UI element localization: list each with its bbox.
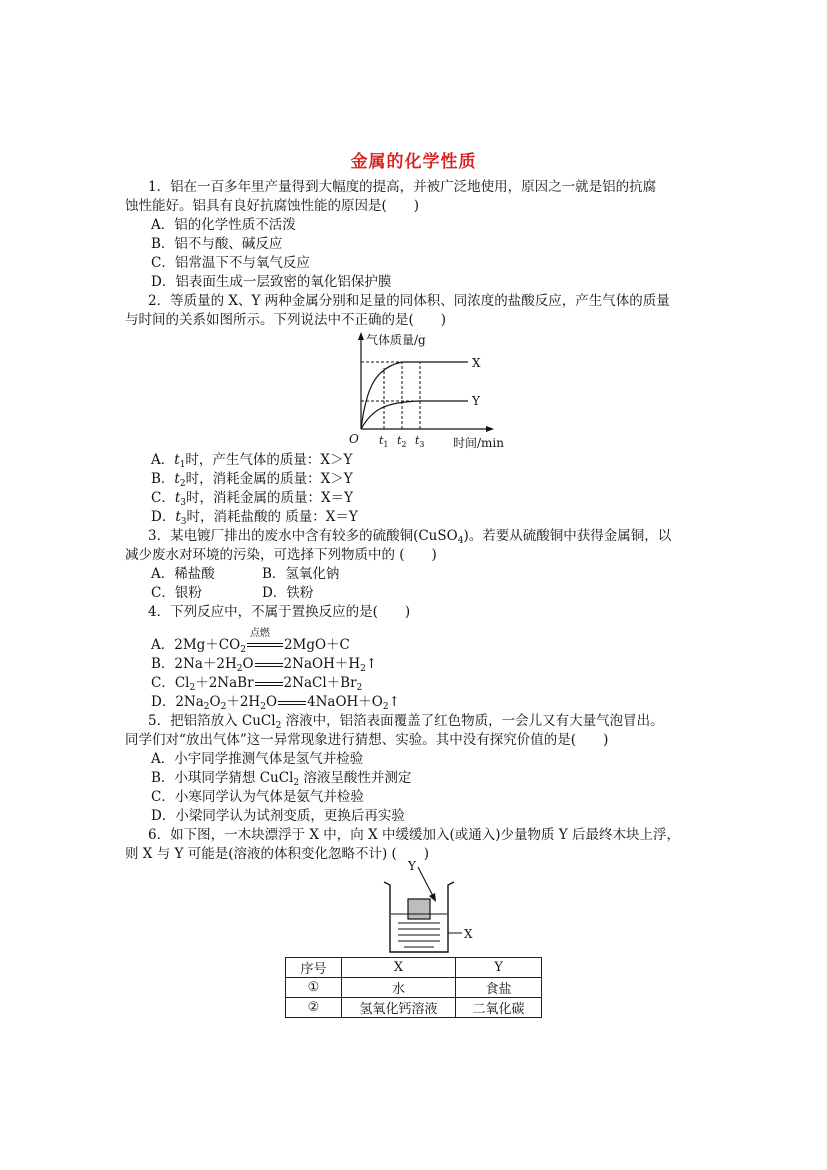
q4-option-a: A．$2Mg+CO_2$ 点燃 2MgO＋C (151, 636, 350, 660)
q1-option-c: C．铝常温下不与氧气反应 (151, 255, 310, 271)
beaker-diagram (378, 858, 488, 958)
table-cell: 氢氧化钙溶液 (342, 998, 456, 1018)
q2-stem-line2: 与时间的关系如图所示。下列说法中不正确的是( ) (125, 312, 447, 328)
wood-block (408, 899, 430, 919)
table-cell: ② (286, 998, 342, 1018)
q6-stem-line2: 则 X 与 Y 可能是(溶液的体积变化忽略不计) ( ) (125, 846, 430, 862)
q1-stem-line2: 蚀性能好。铝具有良好抗腐蚀性能的原因是( ) (125, 198, 420, 214)
q1-option-b: B．铝不与酸、碱反应 (151, 236, 283, 252)
table-header-row (286, 958, 542, 978)
q5-stem-line2: 同学们对“放出气体”这一异常现象进行猜想、实验。其中没有探究价值的是( ) (125, 732, 609, 748)
label-y: Y (408, 859, 416, 873)
q6-stem-line1: 6．如下图，一木块漂浮于 X 中，向 X 中缓缓加入(或通入)少量物质 Y 后最终木块上浮， (148, 827, 681, 843)
curve-y (361, 401, 468, 429)
curve-y-label: Y (472, 394, 480, 408)
double-line-equals (255, 663, 283, 667)
q3-stem-line1: 3．某电镀厂排出的废水中含有较多的硫酸铜(CuSO$_4$)。若要从硫酸铜中获得金属铜，以 (148, 528, 672, 546)
q2-option-a: A．$t_1$时，产生气体的质量：X＞Y (151, 452, 353, 470)
q5-option-b: B．小琪同学猜想 CuCl$_2$ 溶液呈酸性并测定 (151, 770, 412, 788)
q2-stem-line1: 2．等质量的 X、Y 两种金属分别和足量的同体积、同浓度的盐酸反应，产生气体的质量 (148, 293, 670, 309)
q5-option-d: D．小梁同学认为试剂变质，更换后再实验 (151, 808, 405, 824)
table-row (286, 978, 542, 998)
label-x: X (464, 927, 473, 941)
q3-option-b: B．氢氧化钠 (262, 566, 340, 582)
gas-mass-time-graph (340, 330, 520, 452)
tick-t2: $t_2$ (397, 434, 407, 449)
page-title: 金属的化学性质 (350, 152, 477, 172)
table-cell: ① (286, 978, 342, 998)
q4-option-b: B．$2Na+2H_2O$ $2NaOH+H_2↑$ (151, 656, 378, 674)
table-cell: 食盐 (456, 978, 542, 998)
x-axis-label: 时间/min (453, 436, 504, 450)
x-axis-arrow (486, 426, 494, 432)
origin-label: O (349, 432, 359, 446)
table-header-cell: X (342, 958, 456, 978)
reaction-condition-label: 点燃 (249, 627, 270, 639)
y-axis-label: 气体质量/g (366, 333, 426, 347)
y-axis-arrow (358, 332, 364, 340)
q5-option-c: C．小寒同学认为气体是氨气并检验 (151, 789, 364, 805)
q2-option-d: D．$t_3$时，消耗盐酸的 质量：X＝Y (151, 509, 358, 527)
table-cell: 水 (342, 978, 456, 998)
tick-t3: $t_3$ (415, 434, 425, 449)
table-header-cell: 序号 (286, 958, 342, 978)
double-line-equals (255, 682, 283, 686)
q1-option-d: D．铝表面生成一层致密的氧化铝保护膜 (151, 274, 392, 290)
tick-t1: $t_1$ (379, 434, 389, 449)
q3-stem-line2: 减少废水对环境的污染，可选择下列物质中的 ( ) (125, 547, 437, 563)
table-row (286, 998, 542, 1018)
q1-stem-line1: 1．铝在一百多年里产量得到大幅度的提高，并被广泛地使用，原因之一就是铝的抗腐 (148, 179, 657, 195)
q5-stem-line1: 5．把铝箔放入 CuCl$_2$ 溶液中，铝箔表面覆盖了红色物质，一会儿又有大量气泡冒出。 (148, 713, 664, 731)
y-arrow-line (418, 867, 434, 898)
q3-option-a: A．稀盐酸 (151, 566, 215, 582)
q4-option-d: D．$2Na_2O_2+2H_2O$ $4NaOH+O_2↑$ (151, 694, 400, 712)
curve-x-label: X (472, 356, 481, 370)
q4-option-c: C．$Cl_2+2NaBr$ $2NaCl+Br_2$ (151, 675, 363, 693)
q3-option-d: D．铁粉 (262, 585, 314, 601)
table-header-cell: Y (456, 958, 542, 978)
double-line-arrow (247, 643, 283, 647)
double-line-equals (278, 701, 306, 705)
options-table (285, 957, 542, 1018)
q2-option-c: C．$t_3$时，消耗金属的质量：X＝Y (151, 490, 354, 508)
q4-stem: 4．下列反应中，不属于置换反应的是( ) (148, 604, 411, 620)
q2-option-b: B．$t_2$时，消耗金属的质量：X＞Y (151, 471, 353, 489)
curve-x (361, 362, 468, 429)
q1-option-a: A．铝的化学性质不活泼 (151, 217, 296, 233)
table-cell: 二氧化碳 (456, 998, 542, 1018)
q5-option-a: A．小宇同学推测气体是氢气并检验 (151, 751, 364, 767)
q3-option-c: C．银粉 (151, 585, 202, 601)
